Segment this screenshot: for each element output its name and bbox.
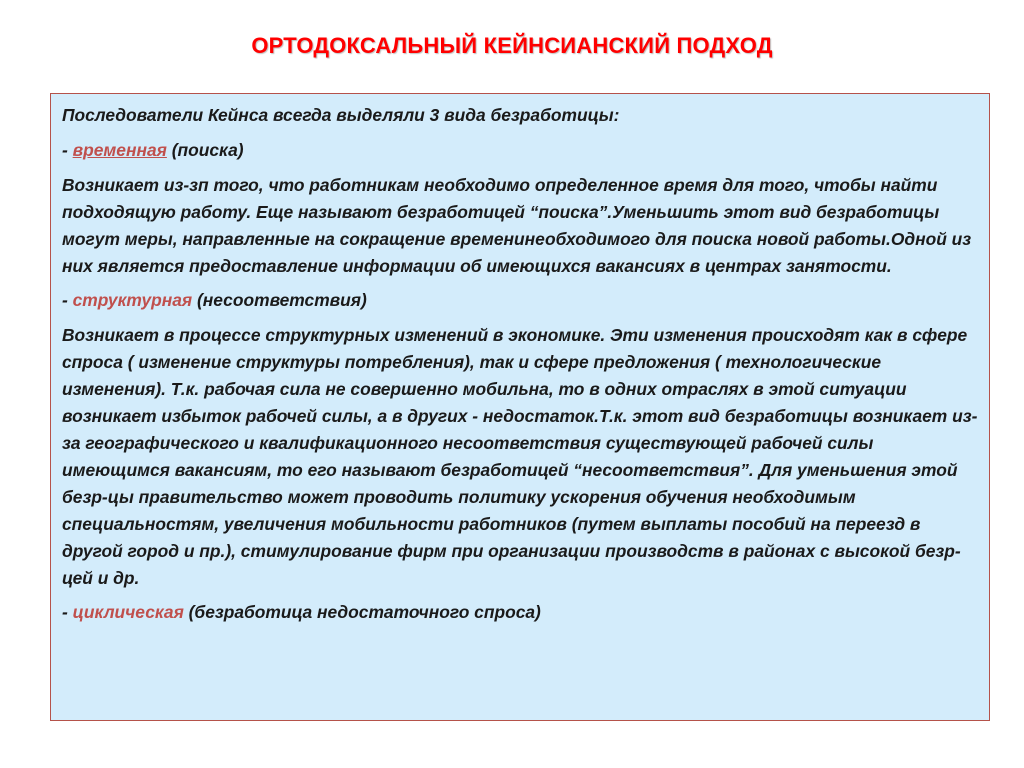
unemployment-type-cyclical	[62, 599, 979, 626]
keyword-cyclical: циклическая	[72, 602, 184, 623]
bullet-dash: -	[62, 139, 73, 160]
description-structural: Возникает в процессе структурных изменений в экономике. Эти изменения происходят как в сфере спроса ( изменение структуры потребления), так и сфере предложения ( технологические изменения). Т.к. рабочая сила не совершенно мобильна, то в одних отраслях в этой ситуации возникает избыток рабочей силы, а в других - недостаток.Т.к. этот вид безработицы возникает из-за географического и квалификационного несоответствия существующей рабочей силы имеющимся вакансиям, то его называют безработицей “несоответствия”. Для уменьшения этой безр-цы правительство может проводить политику ускорения обучения необходимым специальностям, увеличения мобильности работников (путем выплаты пособий на переезд в другой город и пр.), стимулирование фирм при организации производств в районах с высокой безр-цей и др.	[62, 325, 978, 588]
bullet-dash: -	[62, 602, 73, 623]
qualifier-frictional: (поиска)	[166, 139, 244, 160]
unemployment-type-frictional	[62, 137, 979, 164]
description-frictional: Возникает из-зп того, что работникам необходимо определенное время для того, чтобы найти подходящую работу. Еще называют безработицей “поиска”.Уменьшить этот вид безработицы могут меры, направленные на сокращение временинеобходимого для поиска новой работы.Одной из них является предоставление информации об имеющихся вакансиях в центрах занятости.	[62, 174, 972, 276]
keyword-frictional: временная	[72, 139, 167, 160]
bullet-dash: -	[62, 290, 73, 311]
qualifier-structural: (несоответствия)	[192, 290, 367, 311]
content-panel	[50, 93, 990, 721]
keyword-structural: структурная	[72, 290, 193, 311]
slide-title: ОРТОДОКСАЛЬНЫЙ КЕЙНСИАНСКИЙ ПОДХОД	[251, 33, 773, 58]
intro-paragraph: Последователи Кейнса всегда выделяли 3 вида безработицы:	[62, 105, 620, 125]
qualifier-cyclical: (безработица недостаточного спроса)	[183, 602, 541, 623]
unemployment-type-structural	[62, 287, 979, 314]
